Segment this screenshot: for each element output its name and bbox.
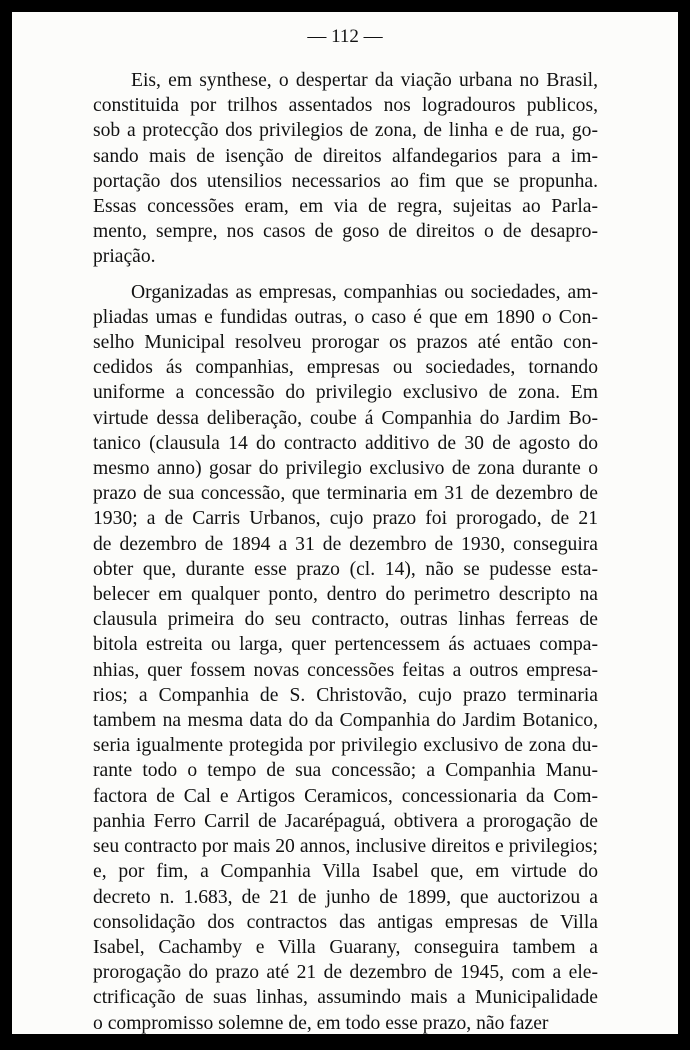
text-line: sando mais de isenção de direitos alfandegarios para a im- (93, 145, 598, 167)
text-line: panhia Ferro Carril de Jacarépaguá, obtivera a prorogação de (93, 810, 598, 832)
text-line: consolidação dos contractos das antigas empresas de Villa (93, 911, 598, 933)
text-line: Isabel, Cachamby e Villa Guarany, conseguira tambem a (93, 936, 598, 958)
text-line: cedidos ás companhias, empresas ou sociedades, tornando (93, 357, 598, 379)
text-line: nhias, quer fossem novas concessões feitas a outros empresa- (93, 659, 598, 681)
text-line: 1930; a de Carris Urbanos, cujo prazo foi prorogado, de 21 (93, 508, 598, 530)
text-line: priação. (93, 246, 156, 268)
text-line: mento, sempre, nos casos de goso de direitos o de desapro- (93, 221, 598, 243)
text-line: de dezembro de 1894 a 31 de dezembro de 1930, conseguira (93, 533, 598, 555)
paragraph (93, 68, 598, 270)
text-line: Eis, em synthese, o despertar da viação urbana no Brasil, (131, 70, 598, 91)
text-line: virtude dessa deliberação, coube á Companhia do Jardim Bo- (93, 407, 598, 429)
text-line: rios; a Companhia de S. Christovão, cujo prazo terminaria (93, 684, 598, 706)
text-line: belecer em qualquer ponto, dentro do perimetro descripto na (93, 584, 598, 606)
text-line: tanico (clausula 14 do contracto additivo de 30 de agosto do (93, 432, 598, 454)
paragraph (93, 280, 598, 1034)
text-line: pliadas umas e fundidas outras, o caso é que em 1890 o Con- (93, 306, 598, 328)
text-line: factora de Cal e Artigos Ceramicos, concessionaria da Com- (93, 785, 598, 807)
text-line: seria igualmente protegida por privilegio exclusivo de zona du- (93, 735, 598, 757)
text-line: prazo de sua concessão, que terminaria em 31 de dezembro de (93, 483, 598, 505)
text-line: constituida por trilhos assentados nos logradouros publicos, (93, 95, 598, 117)
text-line: sob a protecção dos privilegios de zona, de linha e de rua, go- (93, 120, 598, 142)
text-line: ctrificação de suas linhas, assumindo mais a Municipalidade (93, 987, 598, 1009)
text-line: mesmo anno) gosar do privilegio exclusivo de zona durante o (93, 458, 598, 480)
text-line: selho Municipal resolveu prorogar os prazos até então con- (93, 332, 598, 354)
text-line: prorogação do prazo até 21 de dezembro de 1945, com a ele- (93, 962, 598, 984)
text-line: Organizadas as empresas, companhias ou sociedades, am- (131, 281, 598, 303)
text-line: uniforme a concessão do privilegio exclusivo de zona. Em (93, 382, 598, 404)
text-line: e, por fim, a Companhia Villa Isabel que, em virtude do (93, 861, 598, 883)
text-line: o compromisso solemne de, em todo esse prazo, não fazer (93, 1012, 549, 1034)
text-line: decreto n. 1.683, de 21 de junho de 1899, que auctorizou a (93, 886, 598, 908)
text-line: obter que, durante esse prazo (cl. 14), não se pudesse esta- (93, 558, 598, 580)
body-text (93, 68, 598, 1034)
text-line: seu contracto por mais 20 annos, inclusive direitos e privilegios; (93, 836, 598, 858)
text-line: bitola estreita ou larga, quer pertencessem ás actuaes compa- (93, 634, 598, 656)
text-line: clausula primeira do seu contracto, outras linhas ferreas de (93, 609, 598, 631)
page-number: — 112 — (307, 26, 383, 47)
book-page (12, 12, 678, 1034)
text-line: portação dos utensilios necessarios ao fim que se propunha. (93, 170, 598, 192)
text-line: Essas concessões eram, em via de regra, sujeitas ao Parla- (93, 196, 598, 218)
text-line: tambem na mesma data do da Companhia do Jardim Botanico, (93, 710, 598, 732)
text-line: rante todo o tempo de sua concessão; a Companhia Manu- (93, 760, 598, 782)
